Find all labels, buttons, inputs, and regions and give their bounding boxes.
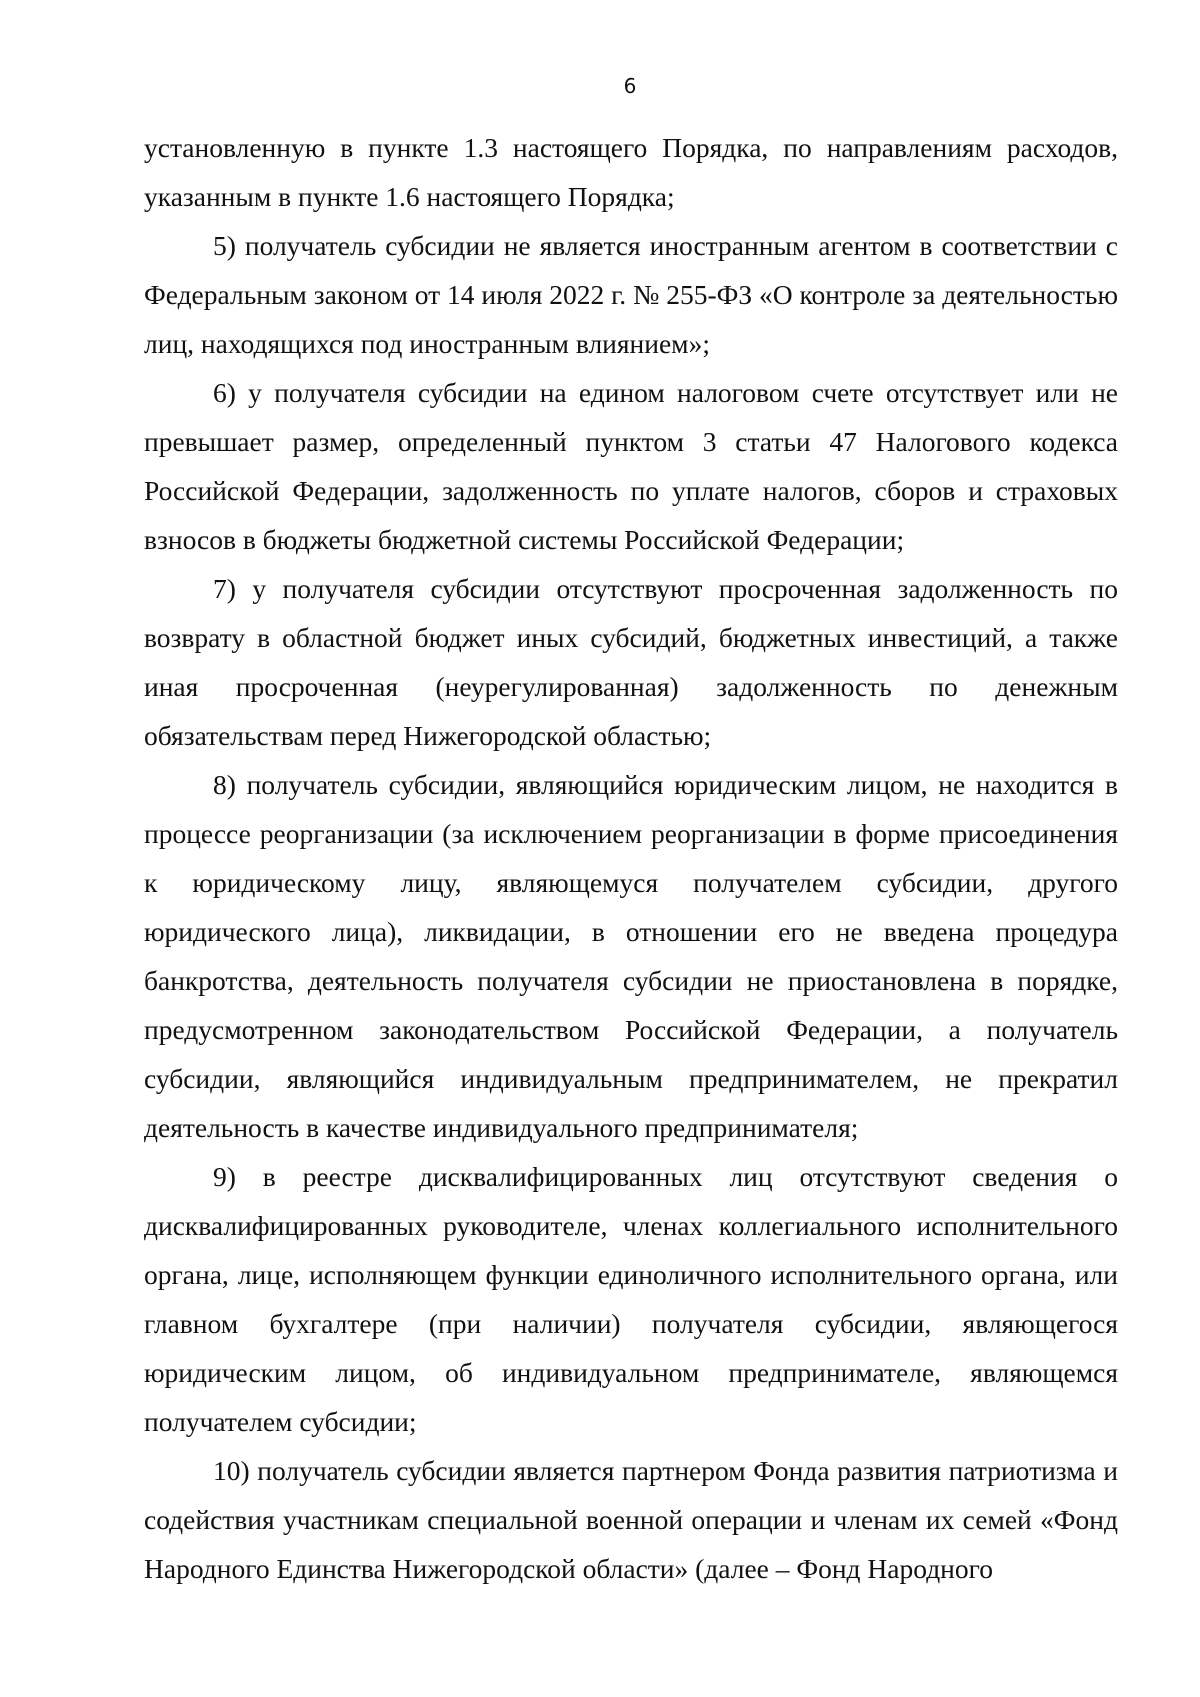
paragraph-item-7: 7) у получателя субсидии отсутствуют просроченная задолженность по возврату в областной бюджет иных субсидий, бюджетных инвестиций, а также иная просроченная (неурегулированная) задолженность по денежным обязательствам перед Нижегородской областью;	[144, 573, 1118, 751]
paragraph-item-5: 5) получатель субсидии не является иностранным агентом в соответствии с Федеральным законом от 14 июля 2022 г. № 255-ФЗ «О контроле за деятельностью лиц, находящихся под иностранным влиянием»;	[144, 230, 1118, 359]
paragraph-item-10: 10) получатель субсидии является партнером Фонда развития патриотизма и содействия участникам специальной военной операции и членам их семей «Фонд Народного Единства Нижегородской области» (далее – Фонд Народного	[144, 1455, 1118, 1584]
page-number: 6	[623, 74, 637, 98]
paragraph-item-8: 8) получатель субсидии, являющийся юридическим лицом, не находится в процессе реорганизации (за исключением реорганизации в форме присоединения к юридическому лицу, являющемуся получателем субсидии, другого юридического лица), ликвидации, в отношении его не введена процедура банкротства, деятельность получателя субсидии не приостановлена в порядке, предусмотренном законодательством Российской Федерации, а получатель субсидии, являющийся индивидуальным предпринимателем, не прекратил деятельность в качестве индивидуального предпринимателя;	[144, 769, 1118, 1143]
paragraph-item-9: 9) в реестре дисквалифицированных лиц отсутствуют сведения о дисквалифицированных руководителе, членах коллегиального исполнительного органа, лице, исполняющем функции единоличного исполнительного органа, или главном бухгалтере (при наличии) получателя субсидии, являющегося юридическим лицом, об индивидуальном предпринимателе, являющемся получателем субсидии;	[144, 1161, 1118, 1437]
document-body	[144, 123, 1118, 1593]
paragraph-item-6: 6) у получателя субсидии на едином налоговом счете отсутствует или не превышает размер, определенный пунктом 3 статьи 47 Налогового кодекса Российской Федерации, задолженность по уплате налогов, сборов и страховых взносов в бюджеты бюджетной системы Российской Федерации;	[144, 377, 1118, 555]
paragraph-continuation: установленную в пункте 1.3 настоящего Порядка, по направлениям расходов, указанным в пункте 1.6 настоящего Порядка;	[144, 132, 1118, 212]
